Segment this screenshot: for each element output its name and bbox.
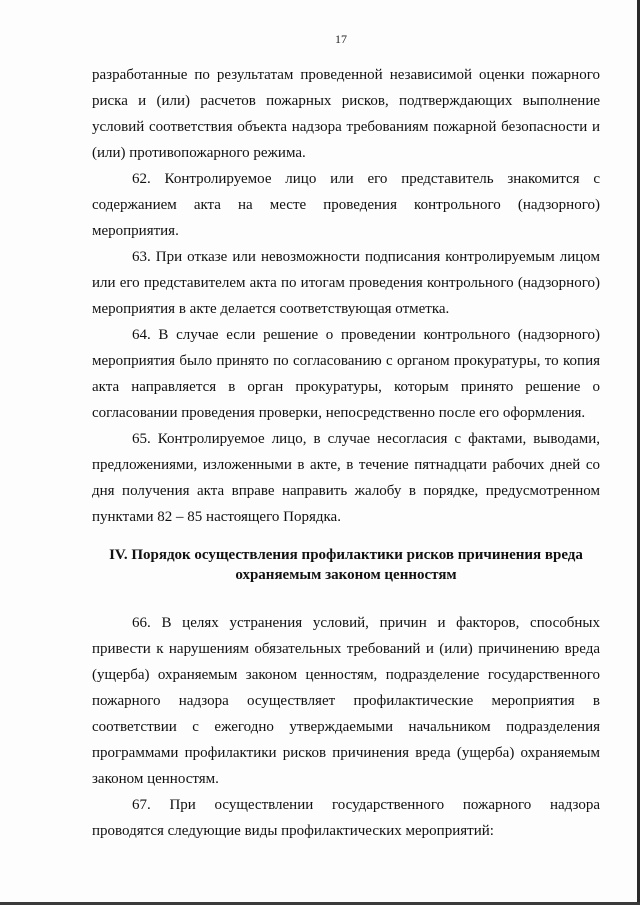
paragraph-66: 66. В целях устранения условий, причин и факторов, способных привести к нарушениям обязательных требований и (или) причинению вреда (ущерба) охраняемым законом ценностям, подразделение государственного пожарного надзора осуществляет профилактические мероприятия в соответствии с ежегодно утверждаемыми начальником подразделения программами профилактики рисков причинения вреда (ущерба) охраняемым законом ценностям. <box>92 615 600 787</box>
paragraph-65: 65. Контролируемое лицо, в случае несогласия с фактами, выводами, предложениями, изложенными в акте, в течение пятнадцати рабочих дней со дня получения акта вправе направить жалобу в порядке, предусмотренном пунктами 82 – 85 настоящего Порядка. <box>92 431 600 525</box>
paragraph-62: 62. Контролируемое лицо или его представитель знакомится с содержанием акта на месте проведения контрольного (надзорного) мероприятия. <box>92 171 600 239</box>
paragraph-64: 64. В случае если решение о проведении контрольного (надзорного) мероприятия было принято по согласованию с органом прокуратуры, то копия акта направляется в орган прокуратуры, которым принято решение о согласовании проведения проверки, непосредственно после его оформления. <box>92 327 600 421</box>
paragraph-63: 63. При отказе или невозможности подписания контролируемым лицом или его представителем акта по итогам проведения контрольного (надзорного) мероприятия в акте делается соответствующая отметка. <box>92 249 600 317</box>
section-heading-line-2: охраняемым законом ценностям <box>235 567 457 583</box>
section-heading <box>92 545 600 585</box>
page-number: 17 <box>335 32 347 46</box>
paragraph-67: 67. При осуществлении государственного пожарного надзора проводятся следующие виды профилактических мероприятий: <box>92 797 600 839</box>
document-body <box>92 62 600 844</box>
section-heading-line-1: IV. Порядок осуществления профилактики рисков причинения вреда <box>109 547 583 563</box>
paragraph-continuation: разработанные по результатам проведенной независимой оценки пожарного риска и (или) расчетов пожарных рисков, подтверждающих выполнение условий соответствия объекта надзора требованиям пожарной безопасности и (или) противопожарного режима. <box>92 67 600 161</box>
